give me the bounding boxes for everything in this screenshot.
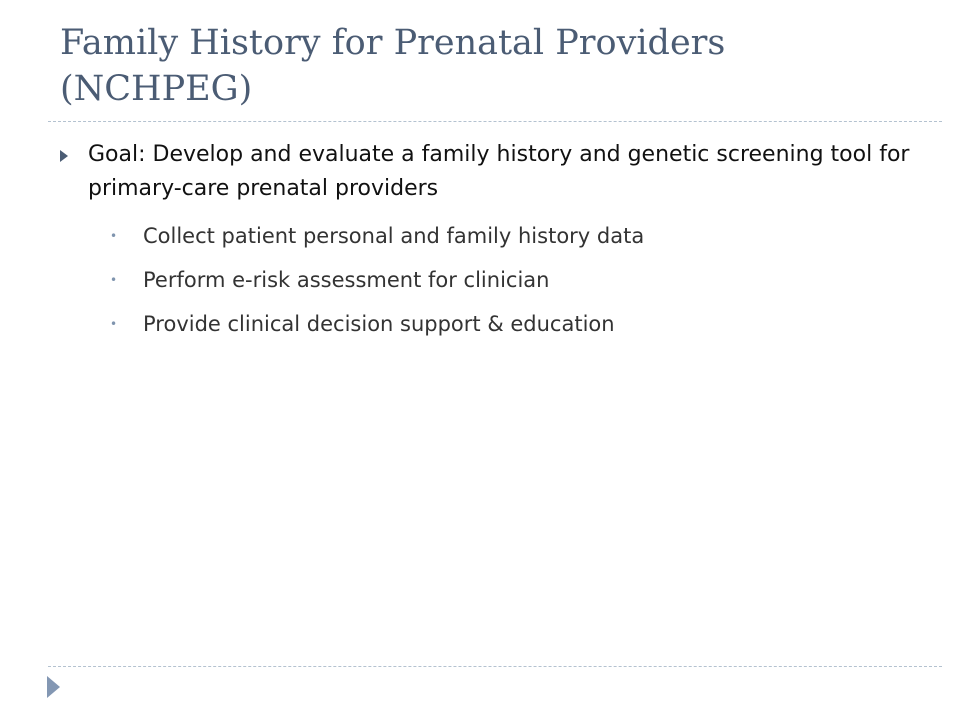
sub-bullet-list — [60, 214, 920, 346]
sub-bullet-text: Provide clinical decision support & education — [143, 312, 615, 336]
bullet-goal-text: Goal: Develop and evaluate a family history and genetic screening tool for primary-care prenatal providers — [88, 142, 910, 201]
title-divider — [48, 121, 942, 122]
sub-bullet-item — [60, 302, 920, 346]
sub-bullet-text: Collect patient personal and family history data — [143, 224, 645, 248]
dot-bullet-icon: • — [110, 273, 118, 287]
sub-bullet-text: Perform e-risk assessment for clinician — [143, 268, 550, 292]
dot-bullet-icon: • — [110, 229, 118, 243]
slide-title: Family History for Prenatal Providers (NCHPEG) — [60, 23, 726, 109]
sub-bullet-item — [60, 214, 920, 258]
sub-bullet-item — [60, 258, 920, 302]
corner-triangle-icon — [47, 676, 60, 698]
dot-bullet-icon: • — [110, 317, 118, 331]
bullet-goal — [60, 138, 920, 206]
footer-divider — [48, 666, 942, 667]
triangle-bullet-icon — [60, 150, 68, 162]
slide-content — [60, 138, 920, 346]
